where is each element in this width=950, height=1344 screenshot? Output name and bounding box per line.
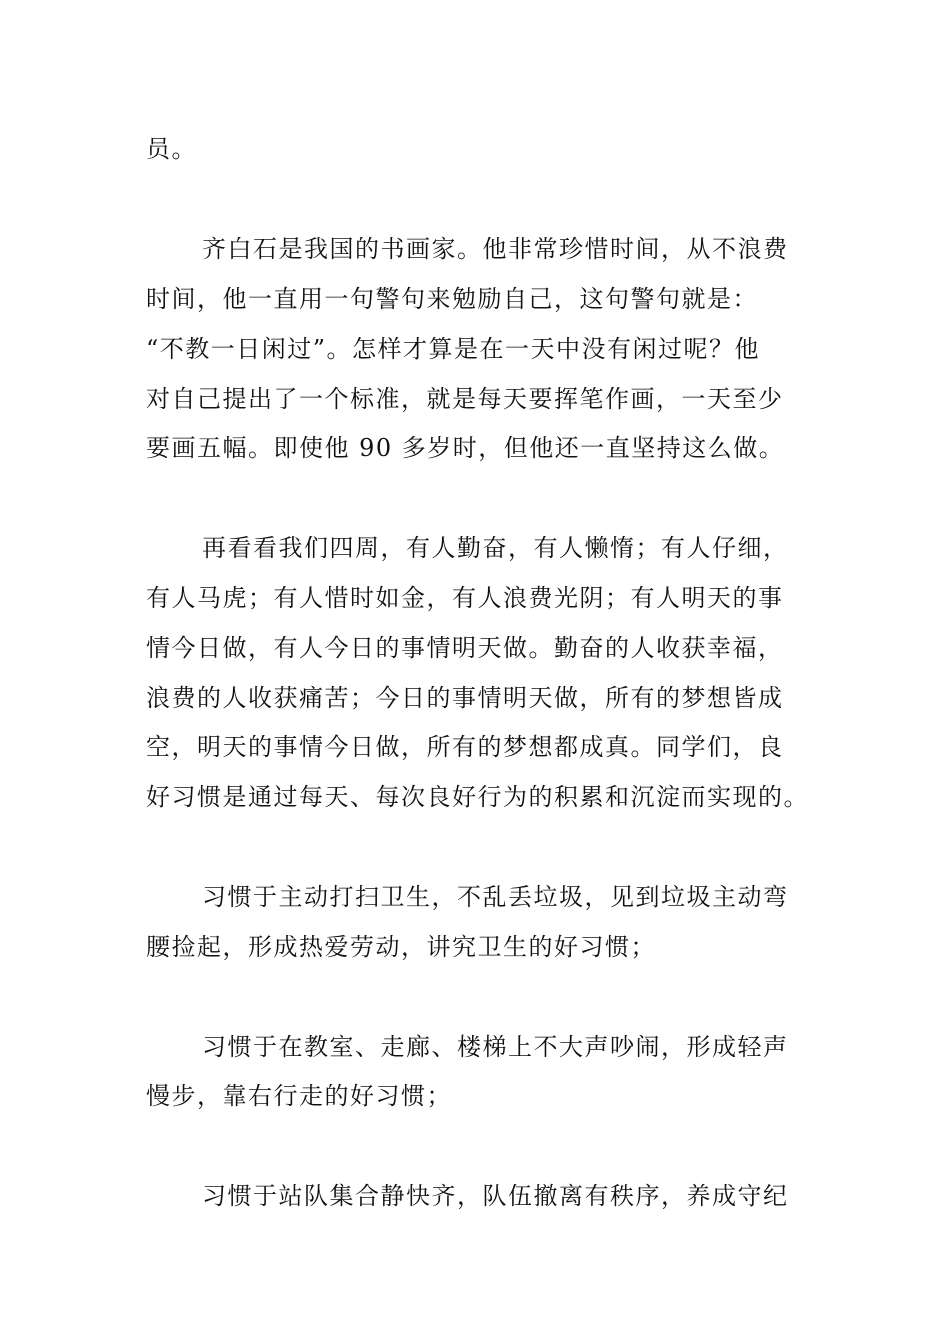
paragraph-line: 对自己提出了一个标准，就是每天要挥笔作画，一天至少 <box>146 385 784 413</box>
paragraph-line: 时间，他一直用一句警句来勉励自己，这句警句就是： <box>146 285 758 313</box>
paragraph-line: 好习惯是通过每天、每次良好行为的积累和沉淀而实现的。 <box>146 783 809 811</box>
paragraph-line: 齐白石是我国的书画家。他非常珍惜时间，从不浪费 <box>202 235 789 263</box>
paragraph-line: 习惯于在教室、走廊、楼梯上不大声吵闹，形成轻声 <box>202 1033 789 1061</box>
paragraph-line: 情今日做，有人今日的事情明天做。勤奋的人收获幸福， <box>146 634 784 662</box>
paragraph-line: “不教一日闲过”。怎样才算是在一天中没有闲过呢？他 <box>146 335 761 363</box>
paragraph-line: 腰捡起，形成热爱劳动，讲究卫生的好习惯； <box>146 933 656 961</box>
paragraph-line: 空，明天的事情今日做，所有的梦想都成真。同学们，良 <box>146 733 784 761</box>
paragraph-line: 有人马虎；有人惜时如金，有人浪费光阴；有人明天的事 <box>146 584 784 612</box>
paragraph-line: 再看看我们四周，有人勤奋，有人懒惰；有人仔细， <box>202 534 789 562</box>
paragraph-line: 习惯于主动打扫卫生，不乱丢垃圾，见到垃圾主动弯 <box>202 883 789 911</box>
paragraph-line: 浪费的人收获痛苦；今日的事情明天做，所有的梦想皆成 <box>146 684 784 712</box>
paragraph-line: 慢步，靠右行走的好习惯； <box>146 1082 452 1110</box>
paragraph-line: 习惯于站队集合静快齐，队伍撤离有秩序，养成守纪 <box>202 1182 789 1210</box>
paragraph-line: 要画五幅。即使他 90 多岁时，但他还一直坚持这么做。 <box>146 434 785 462</box>
paragraph-line: 员。 <box>146 135 197 163</box>
